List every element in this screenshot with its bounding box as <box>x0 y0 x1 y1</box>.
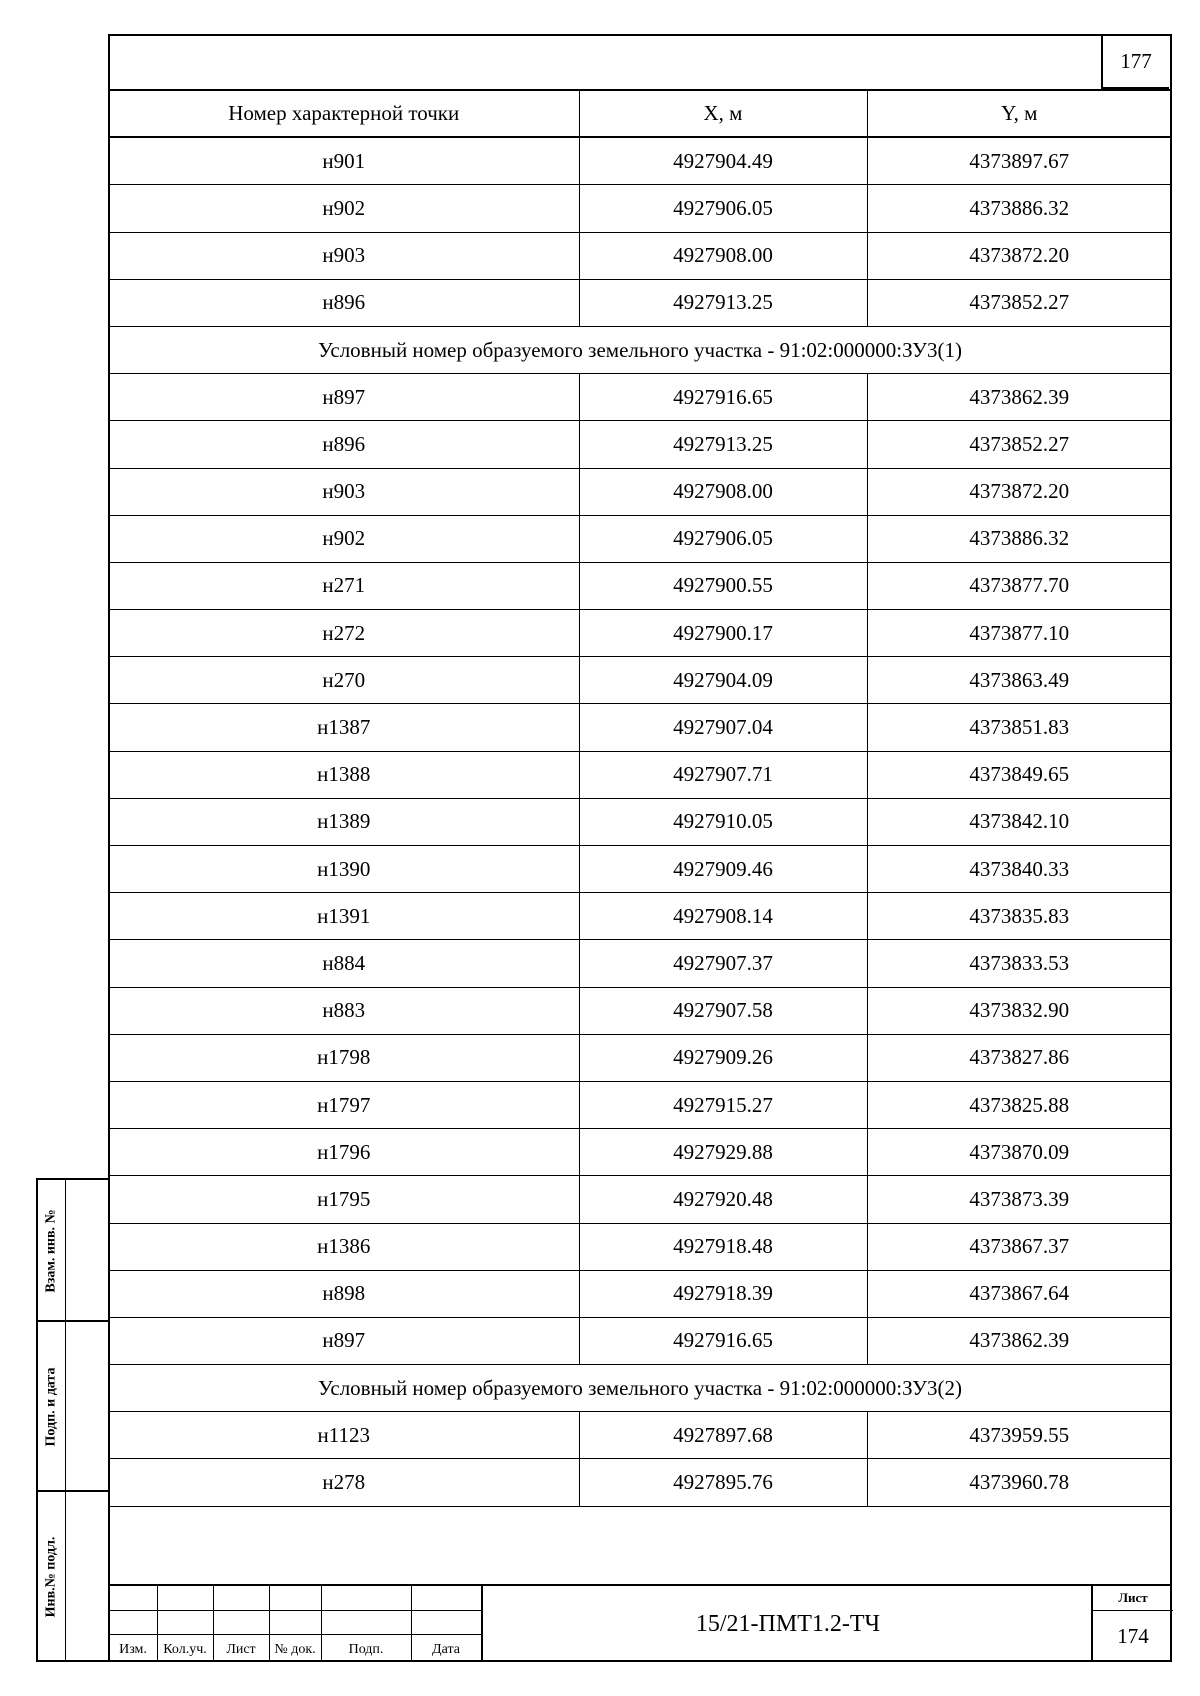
point-number-cell: н883 <box>109 987 579 1034</box>
table-row <box>109 610 1171 657</box>
table-row <box>109 846 1171 893</box>
y-cell: 4373825.88 <box>867 1081 1171 1128</box>
point-number-cell: н1391 <box>109 893 579 940</box>
y-cell: 4373852.27 <box>867 421 1171 468</box>
col-list: Лист <box>226 1642 256 1657</box>
y-cell: 4373835.83 <box>867 893 1171 940</box>
col-kol-uch: Кол.уч. <box>163 1642 207 1657</box>
table-row <box>109 1223 1171 1270</box>
col-doc-no: № док. <box>274 1642 316 1657</box>
y-cell: 4373872.20 <box>867 232 1171 279</box>
x-cell: 4927907.58 <box>579 987 867 1034</box>
table-row <box>109 1317 1171 1364</box>
point-number-cell: н270 <box>109 657 579 704</box>
coordinates-table-body <box>109 90 1171 1506</box>
table-row <box>109 987 1171 1034</box>
sheet-label: Лист <box>1093 1586 1173 1611</box>
y-cell: 4373863.49 <box>867 657 1171 704</box>
table-row <box>109 751 1171 798</box>
point-number-cell: н903 <box>109 232 579 279</box>
document-code: 15/21-ПМТ1.2-ТЧ <box>481 1586 1093 1662</box>
x-cell: 4927916.65 <box>579 1317 867 1364</box>
y-cell: 4373852.27 <box>867 279 1171 326</box>
y-cell: 4373851.83 <box>867 704 1171 751</box>
point-number-cell: н1388 <box>109 751 579 798</box>
y-cell: 4373872.20 <box>867 468 1171 515</box>
table-row <box>109 562 1171 609</box>
point-number-cell: н901 <box>109 137 579 185</box>
x-cell: 4927929.88 <box>579 1129 867 1176</box>
point-number-cell: н1795 <box>109 1176 579 1223</box>
col-izm: Изм. <box>119 1642 147 1657</box>
page-number: 177 <box>1101 35 1169 89</box>
table-row <box>109 421 1171 468</box>
x-cell: 4927918.48 <box>579 1223 867 1270</box>
x-cell: 4927906.05 <box>579 515 867 562</box>
side-stamp <box>36 1178 108 1662</box>
point-number-cell: н1390 <box>109 846 579 893</box>
point-number-cell: н896 <box>109 279 579 326</box>
table-row <box>109 1129 1171 1176</box>
table-row <box>109 232 1171 279</box>
point-number-cell: н1796 <box>109 1129 579 1176</box>
point-number-cell: н897 <box>109 374 579 421</box>
point-number-cell: н1798 <box>109 1034 579 1081</box>
point-number-cell: н272 <box>109 610 579 657</box>
table-row <box>109 1459 1171 1506</box>
x-cell: 4927904.09 <box>579 657 867 704</box>
x-cell: 4927908.00 <box>579 232 867 279</box>
x-cell: 4927904.49 <box>579 137 867 185</box>
y-cell: 4373867.37 <box>867 1223 1171 1270</box>
table-row <box>109 1270 1171 1317</box>
point-number-cell: н903 <box>109 468 579 515</box>
x-cell: 4927895.76 <box>579 1459 867 1506</box>
x-cell: 4927900.17 <box>579 610 867 657</box>
header-point-number: Номер характерной точки <box>109 90 579 137</box>
y-cell: 4373873.39 <box>867 1176 1171 1223</box>
stamp-signature-date: Подп. и дата <box>38 1322 66 1492</box>
x-cell: 4927910.05 <box>579 798 867 845</box>
x-cell: 4927900.55 <box>579 562 867 609</box>
grid-line <box>109 1610 481 1611</box>
header-x: X, м <box>579 90 867 137</box>
y-cell: 4373870.09 <box>867 1129 1171 1176</box>
x-cell: 4927915.27 <box>579 1081 867 1128</box>
y-cell: 4373827.86 <box>867 1034 1171 1081</box>
table-row <box>109 137 1171 185</box>
y-cell: 4373842.10 <box>867 798 1171 845</box>
point-number-cell: н897 <box>109 1317 579 1364</box>
point-number-cell: н884 <box>109 940 579 987</box>
y-cell: 4373862.39 <box>867 374 1171 421</box>
x-cell: 4927907.37 <box>579 940 867 987</box>
point-number-cell: н896 <box>109 421 579 468</box>
x-cell: 4927909.26 <box>579 1034 867 1081</box>
col-date: Дата <box>432 1642 460 1657</box>
point-number-cell: н902 <box>109 515 579 562</box>
x-cell: 4927918.39 <box>579 1270 867 1317</box>
y-cell: 4373840.33 <box>867 846 1171 893</box>
table-row <box>109 1412 1171 1459</box>
grid-line <box>109 1634 481 1635</box>
y-cell: 4373886.32 <box>867 515 1171 562</box>
point-number-cell: н898 <box>109 1270 579 1317</box>
x-cell: 4927909.46 <box>579 846 867 893</box>
coordinates-table <box>109 90 1171 1507</box>
y-cell: 4373897.67 <box>867 137 1171 185</box>
table-row <box>109 468 1171 515</box>
x-cell: 4927916.65 <box>579 374 867 421</box>
y-cell: 4373877.10 <box>867 610 1171 657</box>
table-row <box>109 893 1171 940</box>
x-cell: 4927907.71 <box>579 751 867 798</box>
y-cell: 4373960.78 <box>867 1459 1171 1506</box>
table-row <box>109 798 1171 845</box>
x-cell: 4927907.04 <box>579 704 867 751</box>
x-cell: 4927906.05 <box>579 185 867 232</box>
y-cell: 4373877.70 <box>867 562 1171 609</box>
x-cell: 4927908.00 <box>579 468 867 515</box>
section-title: Условный номер образуемого земельного участка - 91:02:000000:ЗУ3(1) <box>109 326 1171 373</box>
table-row <box>109 279 1171 326</box>
table-header-row <box>109 90 1171 137</box>
table-row <box>109 704 1171 751</box>
point-number-cell: н1389 <box>109 798 579 845</box>
x-cell: 4927913.25 <box>579 421 867 468</box>
point-number-cell: н902 <box>109 185 579 232</box>
y-cell: 4373959.55 <box>867 1412 1171 1459</box>
y-cell: 4373849.65 <box>867 751 1171 798</box>
x-cell: 4927920.48 <box>579 1176 867 1223</box>
table-row <box>109 515 1171 562</box>
y-cell: 4373862.39 <box>867 1317 1171 1364</box>
x-cell: 4927897.68 <box>579 1412 867 1459</box>
header-y: Y, м <box>867 90 1171 137</box>
y-cell: 4373867.64 <box>867 1270 1171 1317</box>
sheet-box <box>1091 1586 1173 1662</box>
table-row <box>109 374 1171 421</box>
table-row <box>109 657 1171 704</box>
table-row <box>109 940 1171 987</box>
x-cell: 4927913.25 <box>579 279 867 326</box>
section-title: Условный номер образуемого земельного участка - 91:02:000000:ЗУ3(2) <box>109 1365 1171 1412</box>
stamp-replacement-inv: Взам. инв. № <box>38 1180 66 1322</box>
x-cell: 4927908.14 <box>579 893 867 940</box>
point-number-cell: н1123 <box>109 1412 579 1459</box>
table-row <box>109 1176 1171 1223</box>
revision-grid <box>109 1586 481 1662</box>
title-block <box>109 1584 1171 1662</box>
table-row <box>109 185 1171 232</box>
table-row <box>109 1081 1171 1128</box>
point-number-cell: н1386 <box>109 1223 579 1270</box>
col-signature: Подп. <box>348 1642 384 1657</box>
point-number-cell: н271 <box>109 562 579 609</box>
point-number-cell: н278 <box>109 1459 579 1506</box>
point-number-cell: н1797 <box>109 1081 579 1128</box>
y-cell: 4373833.53 <box>867 940 1171 987</box>
y-cell: 4373832.90 <box>867 987 1171 1034</box>
point-number-cell: н1387 <box>109 704 579 751</box>
y-cell: 4373886.32 <box>867 185 1171 232</box>
stamp-original-inv: Инв.№ подл. <box>38 1492 66 1662</box>
section-row <box>109 326 1171 373</box>
sheet-number: 174 <box>1117 1623 1149 1648</box>
table-row <box>109 1034 1171 1081</box>
section-row <box>109 1365 1171 1412</box>
